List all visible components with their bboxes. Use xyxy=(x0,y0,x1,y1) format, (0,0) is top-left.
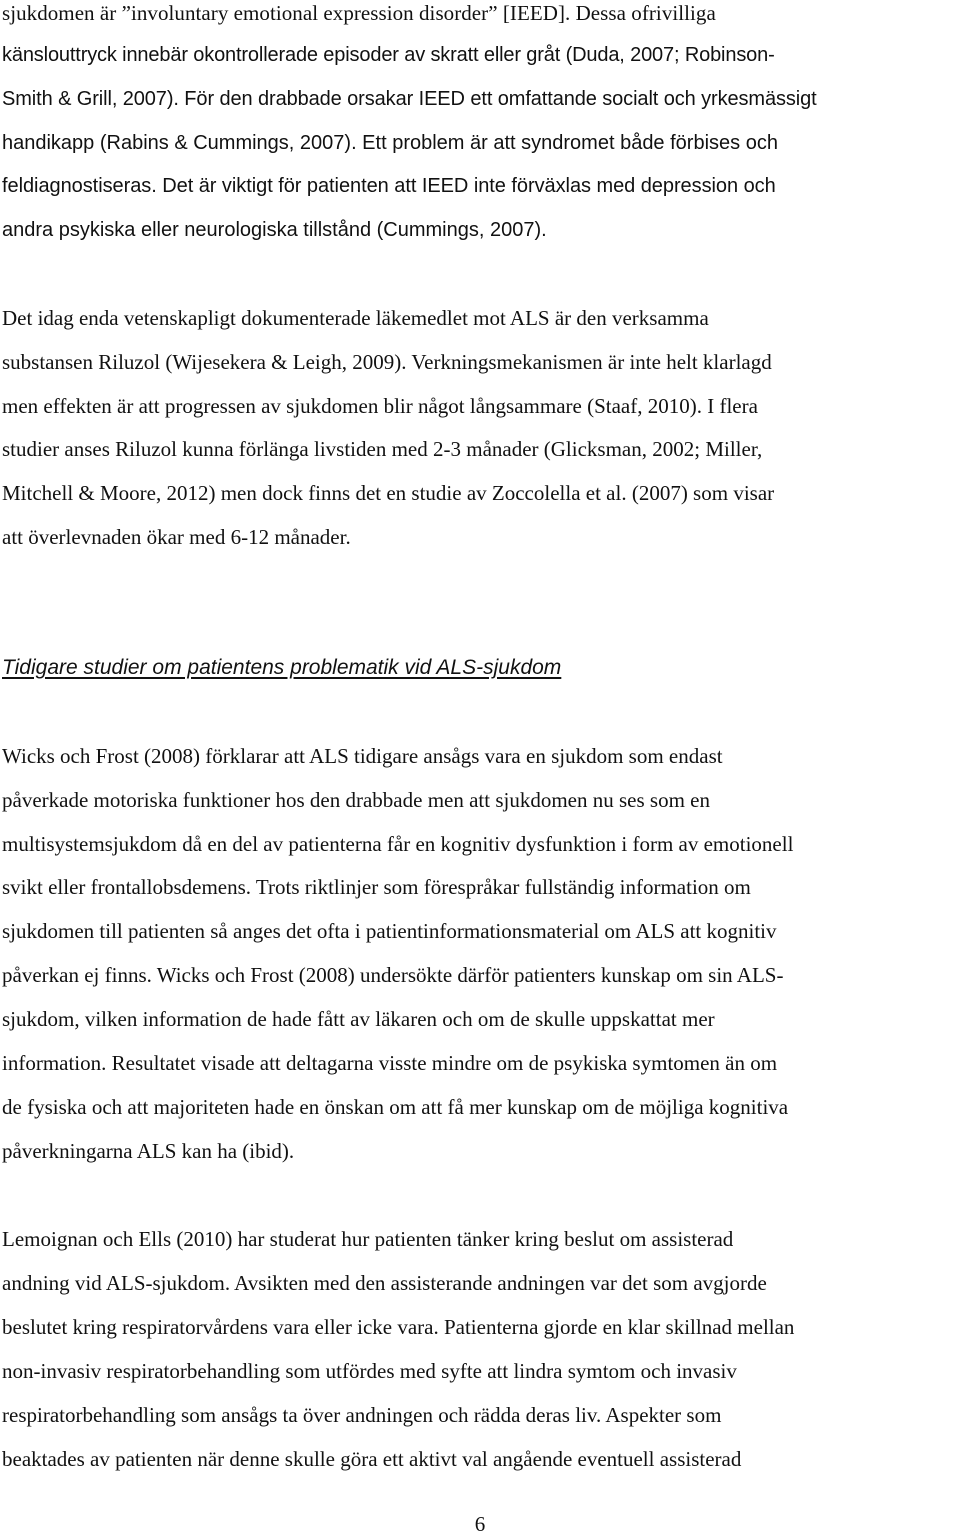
text-line: påverkade motoriska funktioner hos den drabbade men att sjukdomen nu ses som en xyxy=(2,788,710,812)
text-line: påverkan ej finns. Wicks och Frost (2008) undersökte därför patienters kunskap om sin ALS- xyxy=(2,963,784,987)
text-line: feldiagnostiseras. Det är viktigt för patienten att IEED inte förväxlas med depression och xyxy=(2,175,776,197)
section-heading: Tidigare studier om patientens problematik vid ALS-sjukdom xyxy=(2,656,562,679)
text-line: information. Resultatet visade att deltagarna visste mindre om de psykiska symtomen än om xyxy=(2,1051,778,1075)
text-line: respiratorbehandling som ansågs ta över andningen och rädda deras liv. Aspekter som xyxy=(2,1403,722,1427)
text-line: sjukdomen är ”involuntary emotional expression disorder” [IEED]. Dessa ofrivilliga xyxy=(2,1,716,25)
text-line: Det idag enda vetenskapligt dokumenterade läkemedlet mot ALS är den verksamma xyxy=(2,306,709,330)
text-line: handikapp (Rabins & Cummings, 2007). Ett problem är att syndromet både förbises och xyxy=(2,132,778,154)
page-number: 6 xyxy=(474,1512,486,1536)
text-line: multisystemsjukdom då en del av patienterna får en kognitiv dysfunktion i form av emotionell xyxy=(2,832,794,856)
text-line: studier anses Riluzol kunna förlänga livstiden med 2-3 månader (Glicksman, 2002; Miller, xyxy=(2,437,763,461)
text-line: påverkningarna ALS kan ha (ibid). xyxy=(2,1139,295,1163)
text-line: känslouttryck innebär okontrollerade episoder av skratt eller gråt (Duda, 2007; Robinson- xyxy=(2,44,775,66)
text-line: beaktades av patienten när denne skulle göra ett aktivt val angående eventuell assisterad xyxy=(2,1447,742,1471)
text-line: sjukdomen till patienten så anges det ofta i patientinformationsmaterial om ALS att kognitiv xyxy=(2,919,777,943)
text-line: Lemoignan och Ells (2010) har studerat hur patienten tänker kring beslut om assisterad xyxy=(2,1227,734,1251)
text-line: andning vid ALS-sjukdom. Avsikten med den assisterande andningen var det som avgjorde xyxy=(2,1271,767,1295)
text-line: svikt eller frontallobsdemens. Trots riktlinjer som förespråkar fullständig information om xyxy=(2,875,751,899)
text-line: substansen Riluzol (Wijesekera & Leigh, 2009). Verkningsmekanismen är inte helt klarlagd xyxy=(2,350,772,374)
text-line: Smith & Grill, 2007). För den drabbade orsakar IEED ett omfattande socialt och yrkesmässigt xyxy=(2,88,817,110)
text-line: att överlevnaden ökar med 6-12 månader. xyxy=(2,525,351,549)
text-line: de fysiska och att majoriteten hade en önskan om att få mer kunskap om de möjliga kognitiva xyxy=(2,1095,789,1119)
text-line: andra psykiska eller neurologiska tillstånd (Cummings, 2007). xyxy=(2,219,547,241)
text-line: Mitchell & Moore, 2012) men dock finns det en studie av Zoccolella et al. (2007) som visar xyxy=(2,481,775,505)
text-line: beslutet kring respiratorvårdens vara eller icke vara. Patienterna gjorde en klar skillnad mellan xyxy=(2,1315,795,1339)
text-line: men effekten är att progressen av sjukdomen blir något långsammare (Staaf, 2010). I flera xyxy=(2,394,758,418)
text-line: non-invasiv respiratorbehandling som utfördes med syfte att lindra symtom och invasiv xyxy=(2,1359,737,1383)
text-line: sjukdom, vilken information de hade fått av läkaren och om de skulle uppskattat mer xyxy=(2,1007,715,1031)
text-line: Wicks och Frost (2008) förklarar att ALS tidigare ansågs vara en sjukdom som endast xyxy=(2,744,723,768)
